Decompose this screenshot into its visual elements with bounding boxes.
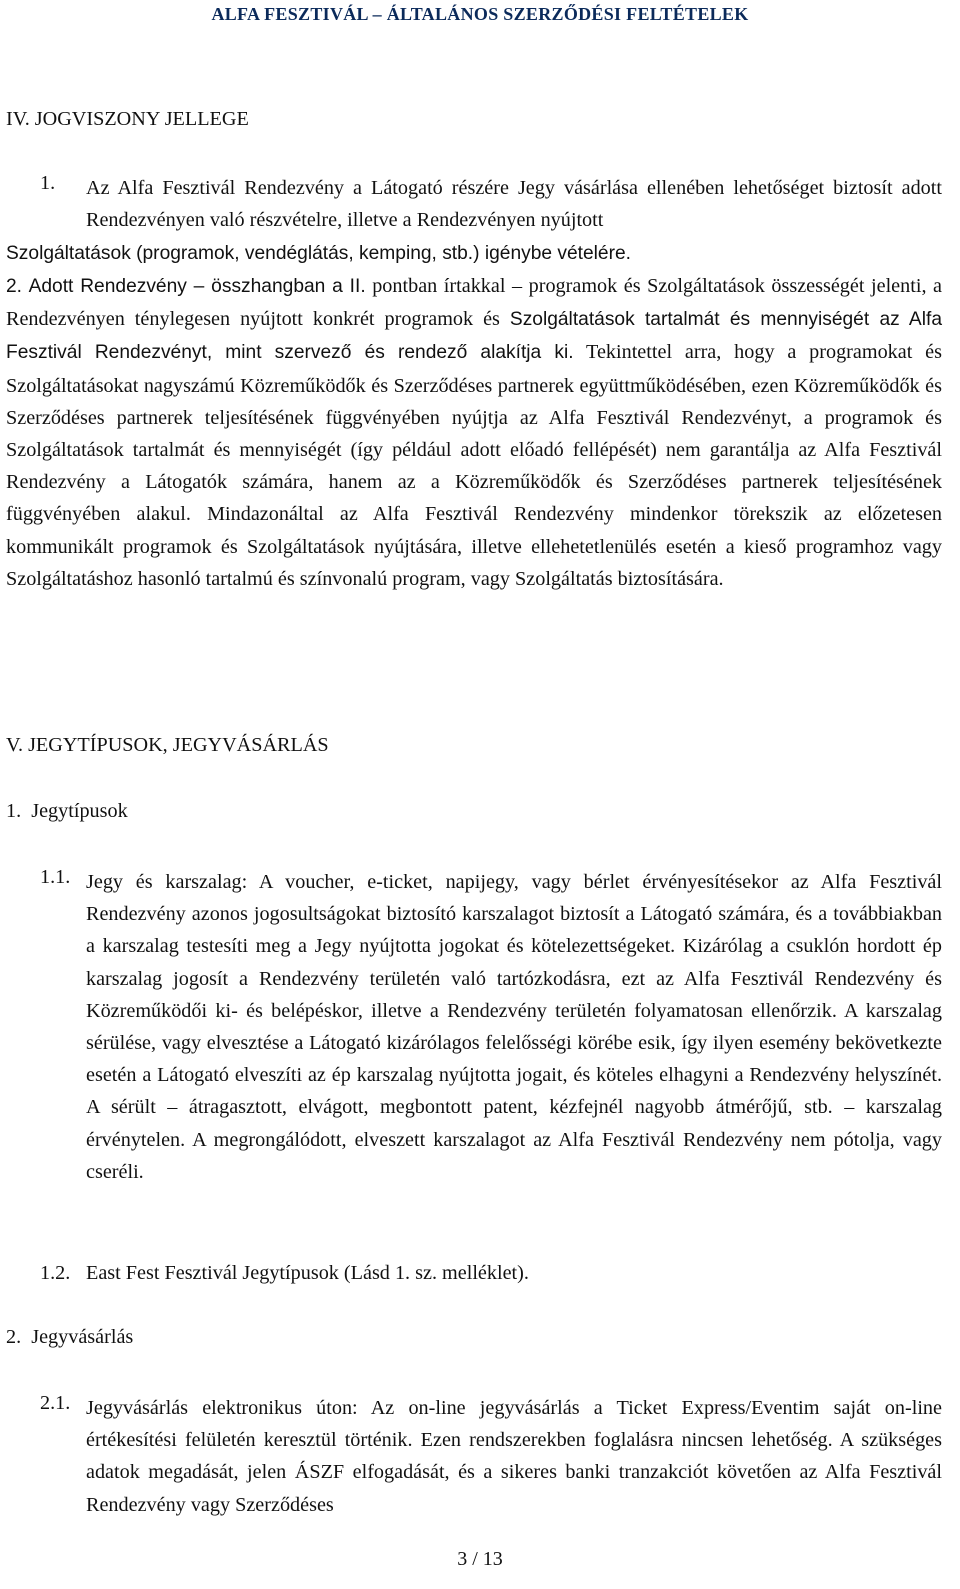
section-v-1-2-number: 1.2. (40, 1262, 71, 1284)
section-iv-item-1-text: Az Alfa Fesztivál Rendezvény a Látogató részére Jegy vásárlása ellenében lehetőséget biztosít adott Rendezvényen való részvételre, illetve a Rendezvényen nyújtott (86, 177, 942, 232)
section-iv-heading: IV. JOGVISZONY JELLEGE (6, 108, 249, 130)
section-iv-item-1-continuation: Szolgáltatások (programok, vendéglátás, kemping, stb.) igénybe vételére. (6, 243, 631, 264)
section-v-sub-2-heading: 2. Jegyvásárlás (6, 1326, 134, 1348)
section-v-sub-1-heading: 1. Jegytípusok (6, 800, 128, 822)
section-v-1-2-text: East Fest Fesztivál Jegytípusok (Lásd 1. sz. melléklet). (86, 1262, 529, 1284)
section-iv-item-2-text: 2. Adott Rendezvény – összhangban a II. pontban írtakkal – programok és Szolgáltatások összességét jelenti, a Rendezvényen ténylegesen nyújtott konkrét programok és Szolgáltatások tartalmát és mennyiségét az Alfa Fesztivál Rendezvényt, mint szervező és rendező alakítja ki. Tekintettel arra, hogy a programokat és Szolgáltatásokat nagyszámú Közreműködők és Szerződéses partnerek együttműködésében, ezen Közreműködők és Szerződéses partnerek teljesítésének függvényében nyújtja az Alfa Fesztivál Rendezvényt, a programok és Szolgáltatások tartalmát és mennyiségét (így például adott előadó fellépését) nem garantálja az Alfa Fesztivál Rendezvény a Látogatók számára, hanem az a Közreműködők és Szerződéses partnerek teljesítésének függvényében alakul. Mindazonáltal az Alfa Fesztivál Rendezvény mindenkor törekszik az előzetesen kommunikált programok és Szolgáltatások nyújtására, illetve ellehetetlenülés esetén a kieső programhoz vagy Szolgáltatáshoz hasonló tartalmú és színvonalú program, vagy Szolgáltatás biztosítására. (6, 275, 943, 590)
page-header-title: ALFA FESZTIVÁL – ÁLTALÁNOS SZERZŐDÉSI FELTÉTELEK (211, 4, 749, 24)
section-v-2-1-number: 2.1. (40, 1392, 71, 1414)
section-v-1-1-number: 1.1. (40, 866, 71, 888)
section-v-1-1-text: Jegy és karszalag: A voucher, e-ticket, napijegy, vagy bérlet érvényesítésekor az Alfa Fesztivál Rendezvény azonos jogosultságokat biztosító karszalagot biztosít a Látogató számára, és a továbbiakban a karszalag testesíti meg a Jegy nyújtotta jogokat és kötelezettségeket. Kizárólag a csuklón hordott ép karszalag jogosít a Rendezvény területén való tartózkodásra, ezt az Alfa Fesztivál Rendezvény és Közreműködői ki- és belépéskor, illetve a Rendezvény területén folyamatosan ellenőrzik. A karszalag sérülése, vagy elvesztése a Látogató kizárólagos felelősségi körébe esik, így ilyen esemény bekövetkezte esetén a Látogató elveszíti az ép karszalag nyújtotta jogait, és köteles elhagyni a Rendezvény helyszínét. A sérült – átragasztott, elvágott, megbontott patent, kézfejnél nagyobb átmérőjű, stb. – karszalag érvénytelen. A megrongálódott, elveszett karszalagot az Alfa Fesztivál Rendezvény nem pótolja, vagy cseréli. (86, 871, 942, 1183)
section-v-2-1-text: Jegyvásárlás elektronikus úton: Az on-line jegyvásárlás a Ticket Express/Eventim saját on-line értékesítési felületén keresztül történik. Ezen rendszerekben foglalásra nincsen lehetőség. A szükséges adatok megadását, jelen ÁSZF elfogadását, és a sikeres banki tranzakciót követően az Alfa Fesztivál Rendezvény vagy Szerződéses (86, 1397, 942, 1516)
page-number: 3 / 13 (457, 1548, 503, 1570)
section-iv-item-2-number: 2. (6, 276, 23, 297)
section-iv-item-1-number: 1. (40, 172, 56, 194)
section-v-heading: V. JEGYTÍPUSOK, JEGYVÁSÁRLÁS (6, 734, 329, 756)
